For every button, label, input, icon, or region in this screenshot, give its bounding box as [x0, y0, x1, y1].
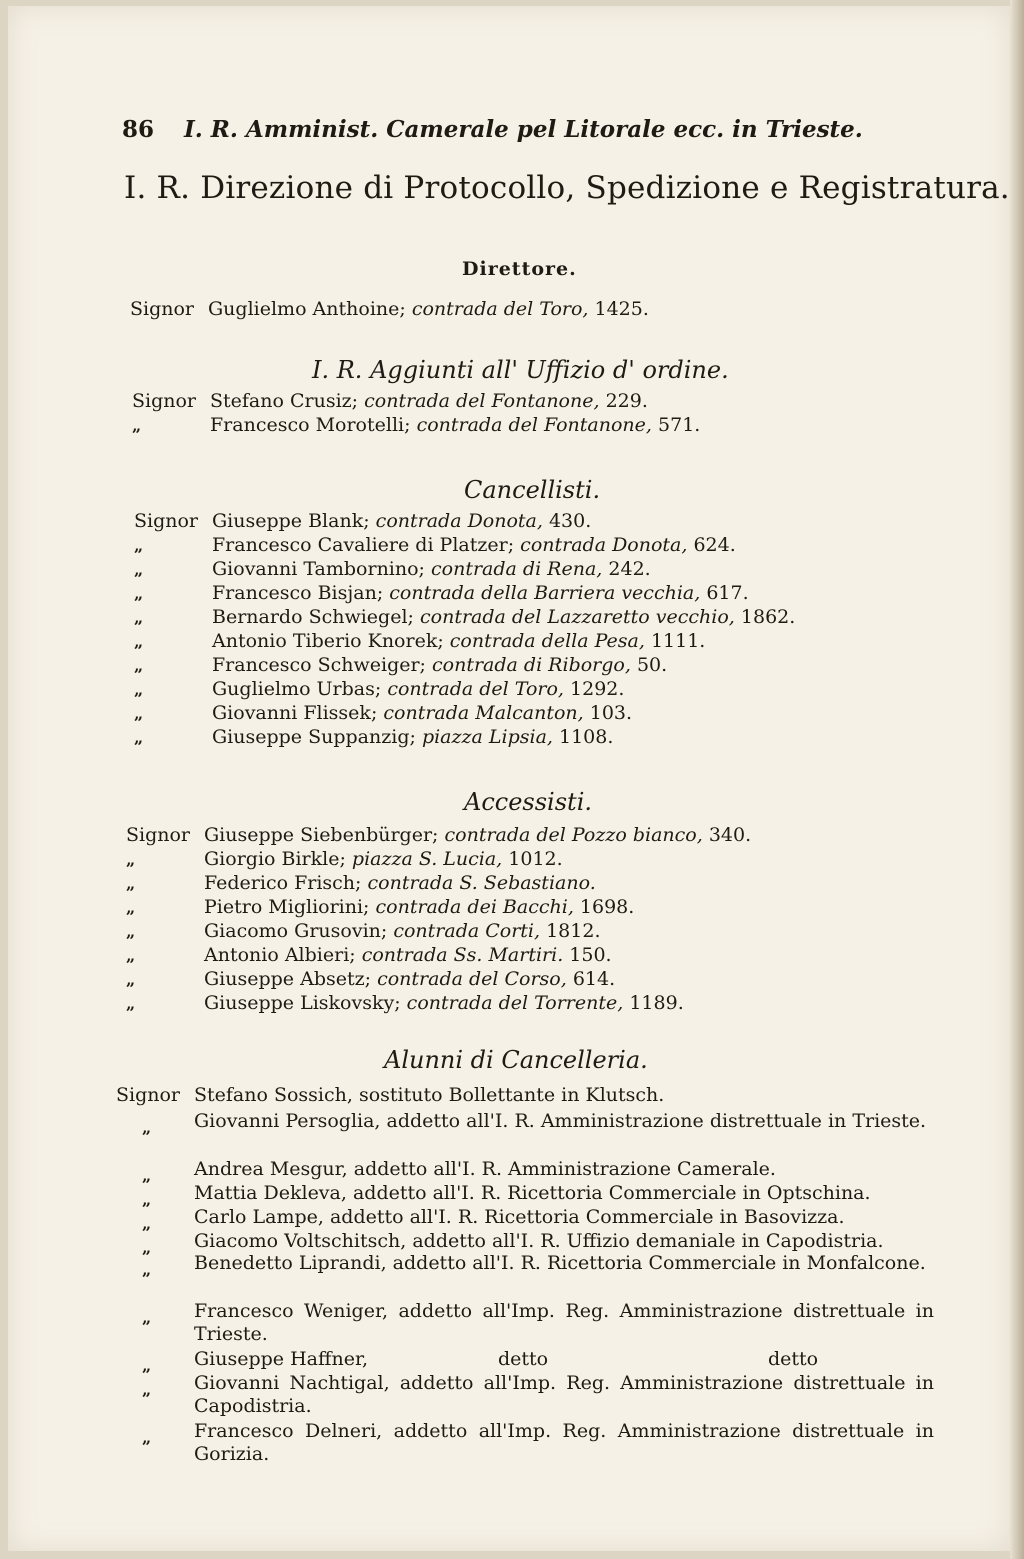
address: contrada di Rena,: [431, 558, 603, 580]
prefix: „: [126, 922, 136, 941]
prefix: „: [142, 1356, 152, 1375]
house-number: 1698.: [579, 896, 635, 918]
person-name: Giovanni Flissek;: [212, 702, 378, 724]
prefix: „: [126, 850, 136, 869]
address: contrada Malcanton,: [383, 702, 584, 724]
prefix: „: [134, 584, 144, 603]
prefix: „: [142, 1238, 152, 1257]
list-item: [126, 944, 612, 967]
heading-direttore: Direttore.: [462, 258, 577, 280]
list-item: [126, 824, 751, 846]
house-number: 229.: [605, 390, 648, 412]
house-number: 340.: [708, 824, 752, 846]
address: contrada del Torrente,: [406, 992, 624, 1014]
prefix: Signor: [134, 510, 199, 532]
prefix: Signor: [116, 1084, 181, 1106]
section-title: I. R. Direzione di Protocollo, Spedizione e Registratura.: [124, 170, 1010, 206]
person-name: Antonio Albieri;: [204, 944, 356, 966]
person-name: Guglielmo Urbas;: [212, 678, 382, 700]
address: contrada S. Sebastiano.: [367, 872, 596, 894]
prefix: „: [134, 656, 144, 675]
house-number: 617.: [706, 582, 749, 604]
running-head: [122, 116, 863, 143]
house-number: 614.: [572, 968, 616, 990]
list-item: [134, 702, 632, 725]
house-number: 1862.: [740, 606, 796, 628]
house-number: 1108.: [559, 726, 614, 748]
house-number: 624.: [693, 534, 736, 556]
list-item: [134, 630, 705, 653]
list-item: [126, 848, 563, 871]
address: piazza S. Lucia,: [351, 848, 503, 870]
address: contrada del Toro,: [411, 298, 589, 320]
prefix: „: [134, 728, 144, 747]
address: contrada della Barriera vecchia,: [389, 582, 701, 604]
list-item: [126, 920, 601, 943]
entry-text: Stefano Sossich, sostituto Bollettante in Klutsch.: [194, 1084, 665, 1106]
address: contrada Donota,: [375, 510, 543, 532]
page-number: 86: [122, 116, 155, 143]
house-number: 50.: [636, 654, 668, 676]
prefix: „: [134, 680, 144, 699]
list-item: [126, 992, 684, 1015]
heading-alunni: Alunni di Cancelleria.: [384, 1046, 648, 1074]
entry-text: Carlo Lampe, addetto all'I. R. Ricettoria Commerciale in Basovizza.: [194, 1206, 845, 1228]
person-name: Giuseppe Liskovsky;: [204, 992, 401, 1014]
prefix: „: [134, 560, 144, 579]
prefix: Signor: [130, 298, 195, 320]
heading-cancellisti: Cancellisti.: [464, 476, 601, 504]
prefix: „: [142, 1308, 152, 1327]
address: contrada del Fontanone,: [364, 390, 600, 412]
entry-text: Giovanni Nachtigal, addetto all'Imp. Reg. Amministrazione distrettuale in Capodistria.: [194, 1372, 934, 1417]
prefix: „: [142, 1428, 152, 1447]
person-name: Giorgio Birkle;: [204, 848, 346, 870]
address: contrada Donota,: [520, 534, 688, 556]
house-number: 571.: [658, 414, 701, 436]
prefix: „: [126, 874, 136, 893]
prefix: „: [142, 1166, 152, 1185]
list-item: [126, 872, 596, 895]
prefix: „: [126, 946, 136, 965]
heading-aggiunti: I. R. Aggiunti all' Uffizio d' ordine.: [312, 356, 729, 384]
house-number: 1189.: [629, 992, 684, 1014]
entry-text: Giacomo Voltschitsch, addetto all'I. R. Uffizio demaniale in Capodistria.: [194, 1230, 884, 1252]
list-item: [126, 896, 634, 919]
address: contrada di Riborgo,: [432, 654, 631, 676]
person-name: Giacomo Grusovin;: [204, 920, 388, 942]
list-item: [134, 510, 591, 532]
list-item: [134, 654, 667, 677]
detto-2: detto: [768, 1348, 819, 1370]
entry-text: Giovanni Persoglia, addetto all'I. R. Amministrazione distrettuale in Trieste.: [194, 1110, 927, 1132]
address: contrada Corti,: [393, 920, 541, 942]
list-item: [130, 298, 649, 320]
person-name: Giuseppe Haffner,: [194, 1348, 369, 1370]
prefix: „: [142, 1118, 152, 1137]
person-name: Pietro Migliorini;: [204, 896, 370, 918]
list-item: [132, 390, 648, 412]
person-name: Bernardo Schwiegel;: [212, 606, 414, 628]
house-number: 1012.: [508, 848, 563, 870]
list-item: [116, 1252, 936, 1298]
person-name: Giuseppe Absetz;: [204, 968, 372, 990]
list-item: [126, 968, 615, 991]
list-item: [116, 1420, 936, 1466]
person-name: Francesco Bisjan;: [212, 582, 384, 604]
person-name: Stefano Crusiz;: [210, 390, 359, 412]
prefix: „: [126, 994, 136, 1013]
person-name: Francesco Cavaliere di Platzer;: [212, 534, 515, 556]
prefix: „: [142, 1190, 152, 1209]
address: contrada della Pesa,: [449, 630, 645, 652]
house-number: 242.: [608, 558, 651, 580]
address: contrada del Lazzaretto vecchio,: [420, 606, 735, 628]
prefix: Signor: [132, 390, 197, 412]
list-item: [134, 558, 651, 581]
list-item: [116, 1300, 936, 1346]
address: contrada dei Bacchi,: [375, 896, 574, 918]
prefix: „: [134, 632, 144, 651]
house-number: 150.: [569, 944, 612, 966]
address: contrada Ss. Martiri.: [361, 944, 564, 966]
heading-accessisti: Accessisti.: [464, 788, 592, 816]
address: contrada del Pozzo bianco,: [444, 824, 703, 846]
person-name: Giovanni Tambornino;: [212, 558, 425, 580]
address: contrada del Corso,: [377, 968, 567, 990]
address: piazza Lipsia,: [421, 726, 553, 748]
detto-1: detto: [498, 1348, 549, 1370]
prefix: Signor: [126, 824, 191, 846]
entry-text: Francesco Weniger, addetto all'Imp. Reg. Amministrazione distrettuale in Trieste.: [194, 1300, 934, 1345]
house-number: 1812.: [546, 920, 601, 942]
entry-text: Francesco Delneri, addetto all'Imp. Reg. Amministrazione distrettuale in Gorizia.: [194, 1420, 934, 1465]
list-item: [134, 606, 795, 629]
entry-text: Benedetto Liprandi, addetto all'I. R. Ricettoria Commerciale in Monfalcone.: [194, 1252, 926, 1274]
prefix: „: [126, 970, 136, 989]
person-name: Giuseppe Blank;: [212, 510, 370, 532]
prefix: „: [134, 608, 144, 627]
prefix: „: [142, 1380, 152, 1399]
person-name: Francesco Morotelli;: [210, 414, 411, 436]
page-edge: [1010, 0, 1024, 1559]
prefix: „: [142, 1260, 152, 1279]
running-title: I. R. Amminist. Camerale pel Litorale ecc. in Trieste.: [184, 116, 863, 143]
list-item: [132, 414, 700, 437]
person-name: Federico Frisch;: [204, 872, 362, 894]
list-item: [134, 678, 624, 701]
house-number: 103.: [589, 702, 633, 724]
house-number: 1292.: [570, 678, 625, 700]
prefix: „: [142, 1214, 152, 1233]
address: contrada del Toro,: [387, 678, 564, 700]
person-name: Francesco Schweiger;: [212, 654, 426, 676]
prefix: „: [126, 898, 136, 917]
entry-text: [194, 1348, 934, 1371]
list-item: [134, 582, 749, 605]
entry-text: Mattia Dekleva, addetto all'I. R. Ricettoria Commerciale in Optschina.: [194, 1182, 871, 1204]
person-name: Giuseppe Suppanzig;: [212, 726, 416, 748]
person-name: Giuseppe Siebenbürger;: [204, 824, 439, 846]
prefix: „: [132, 416, 142, 435]
list-item: [134, 534, 736, 557]
list-item: [116, 1110, 936, 1156]
house-number: 1111.: [650, 630, 706, 652]
person-name: Guglielmo Anthoine;: [208, 298, 406, 320]
address: contrada del Fontanone,: [416, 414, 652, 436]
entry-text: Andrea Mesgur, addetto all'I. R. Amministrazione Camerale.: [194, 1158, 776, 1180]
list-item: [116, 1372, 936, 1418]
house-number: 1425.: [594, 298, 649, 320]
prefix: „: [134, 536, 144, 555]
list-item: [134, 726, 613, 749]
person-name: Antonio Tiberio Knorek;: [212, 630, 444, 652]
house-number: 430.: [548, 510, 592, 532]
prefix: „: [134, 704, 144, 723]
